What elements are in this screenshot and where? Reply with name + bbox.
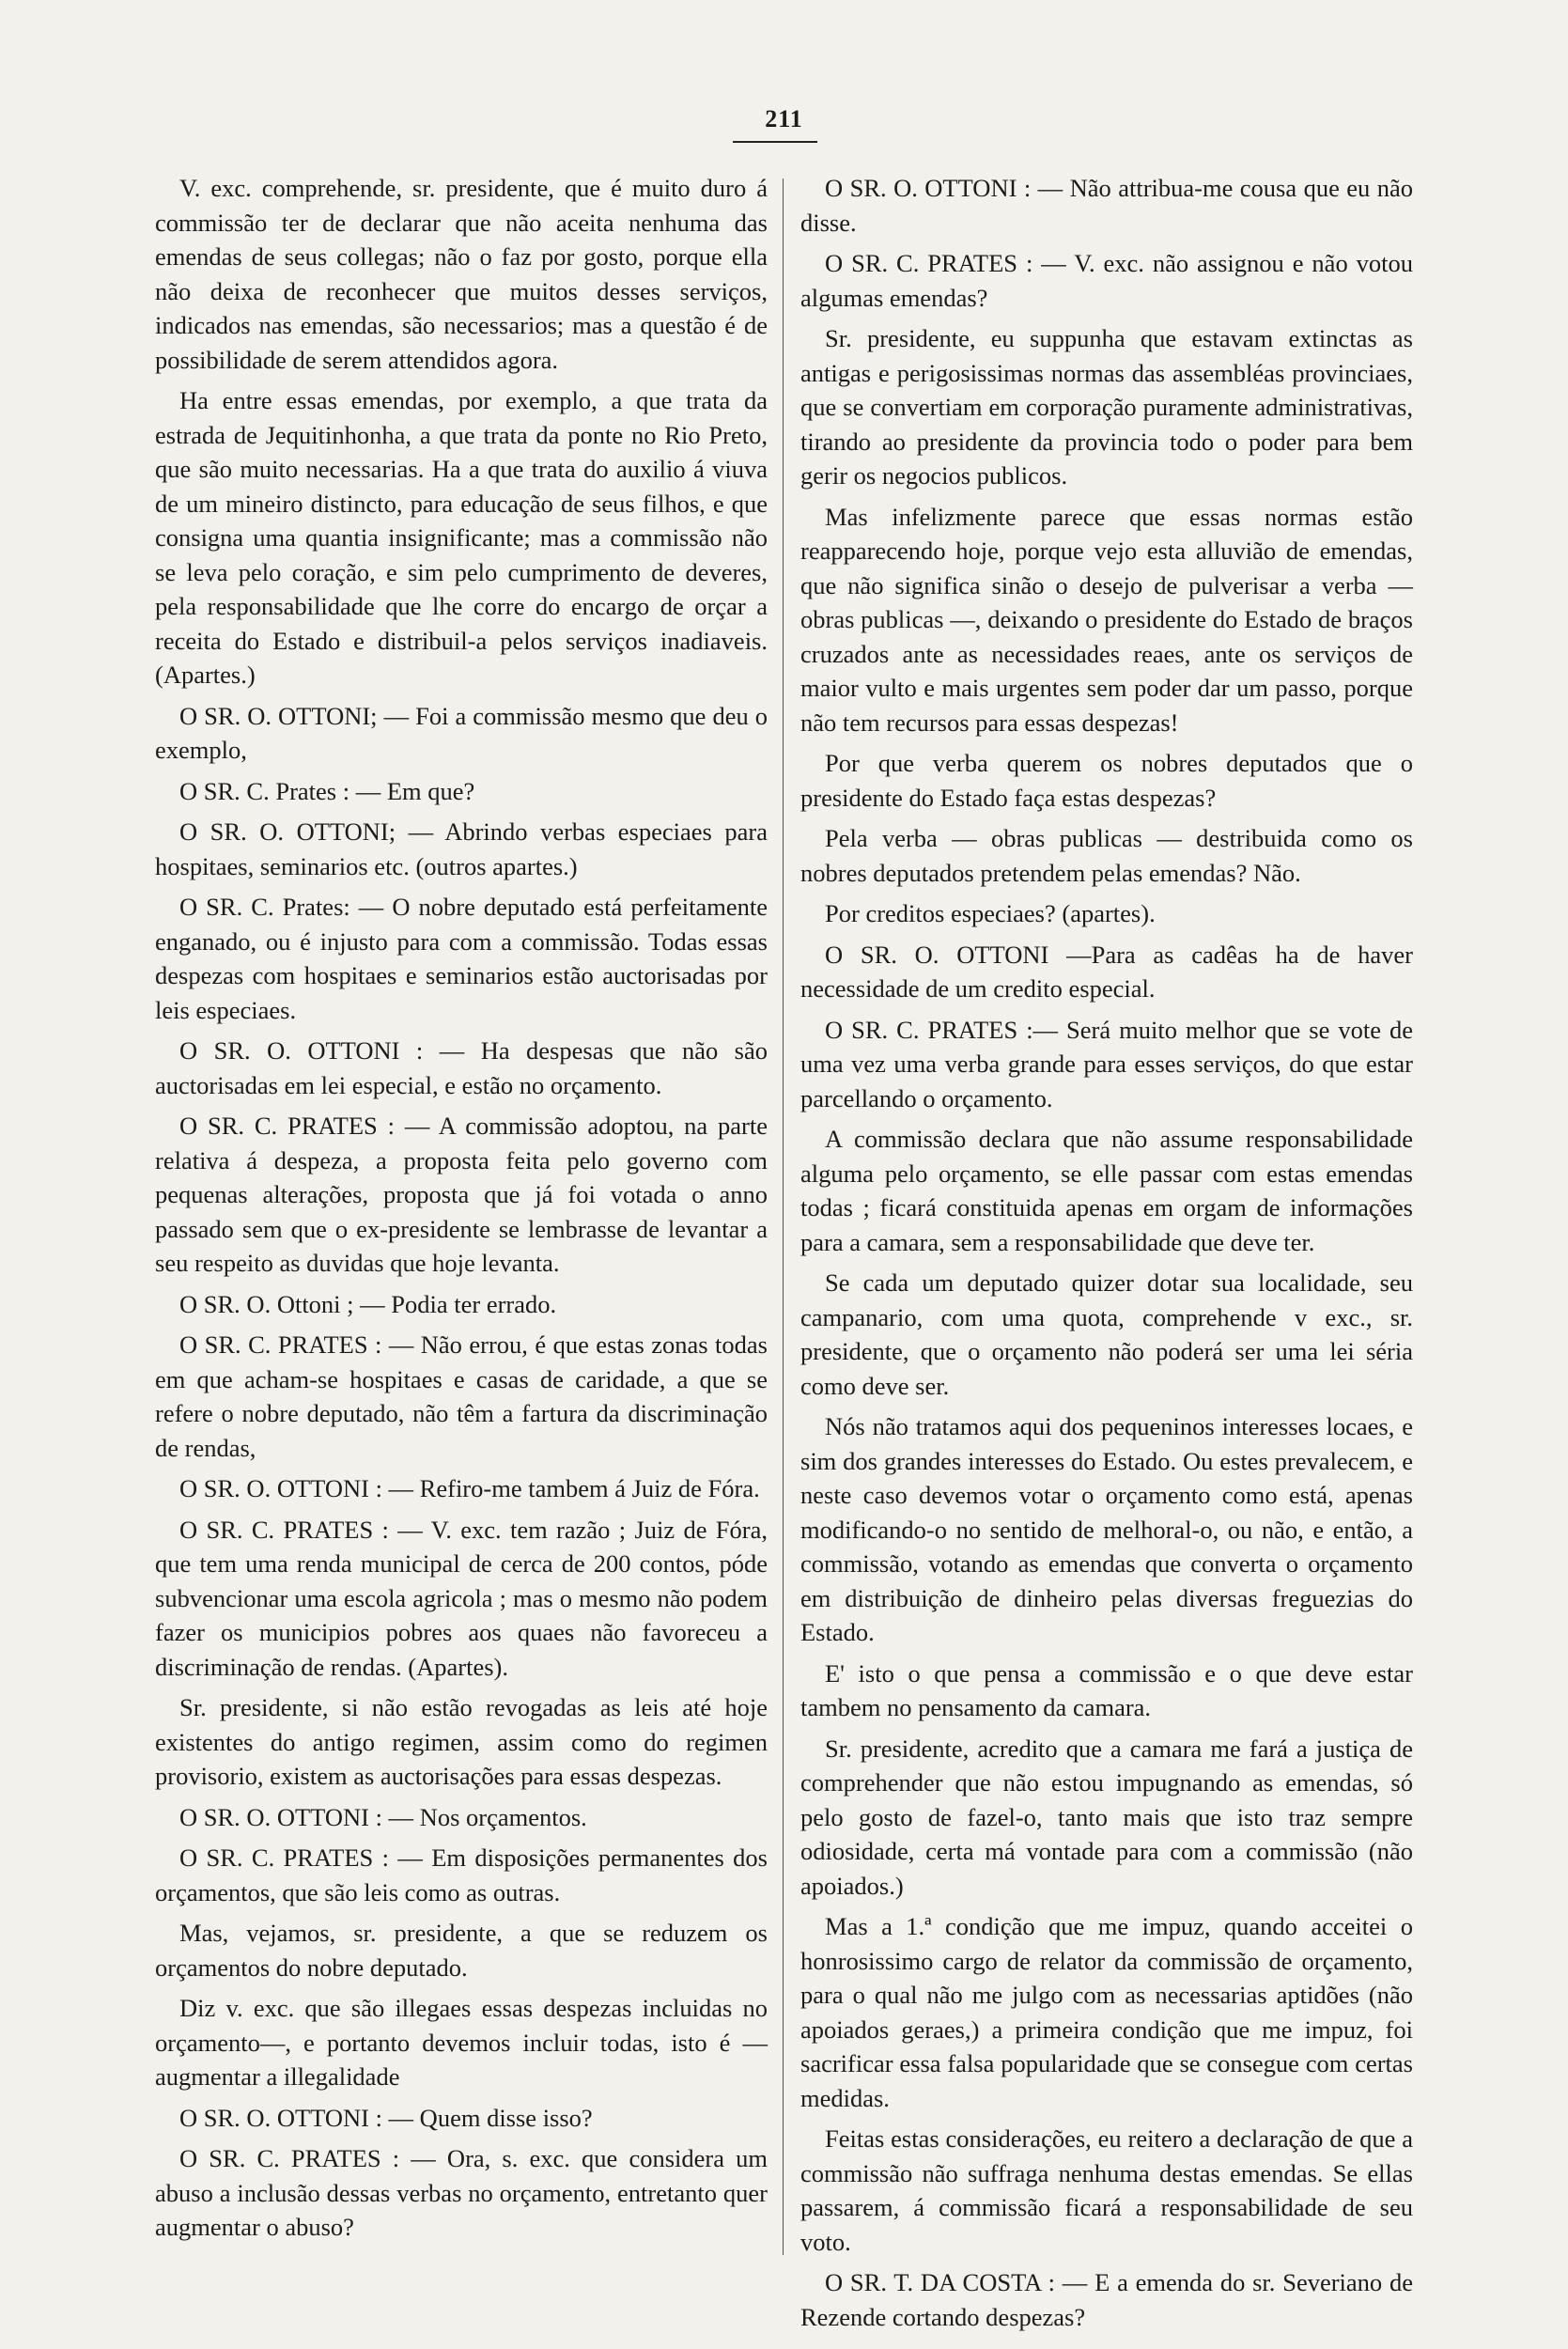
paragraph: O SR. O. OTTONI; — Abrindo verbas especiaes para hospitaes, seminarios etc. (outros apartes.): [155, 817, 768, 880]
paragraph: O SR. O. OTTONI : — Não attribua-me cousa que eu não disse.: [800, 174, 1413, 237]
paragraph: Se cada um deputado quizer dotar sua localidade, seu campanario, com uma quota, comprehende v exc., sr. presidente, que o orçamento não poderá ser uma lei séria como deve ser.: [800, 1268, 1413, 1400]
paragraph: O SR. O. OTTONI : — Refiro-me tambem á Juiz de Fóra.: [179, 1474, 760, 1502]
paragraph: O SR. O. OTTONI : — Nos orçamentos.: [179, 1802, 587, 1831]
paragraph: A commissão declara que não assume responsabilidade alguma pelo orçamento, se elle passar com estas emendas todas ; ficará constituida apenas em orgam de informações para a camara, sem a responsabilidade que deve ter.: [800, 1125, 1413, 1256]
paragraph: Mas infelizmente parece que essas normas estão reapparecendo hoje, porque vejo esta alluvião de emendas, que não significa sinão o desejo de pulverisar a verba — obras publicas —, deixando o presidente do Estado de braços cruzados ante as necessidades reaes, ante os serviços de maior vulto e mais urgentes sem poder dar um passo, porque não tem recursos para essas despezas!: [800, 502, 1413, 737]
header-rule: [733, 141, 817, 143]
right-column: [800, 171, 1413, 2331]
paragraph: Feitas estas considerações, eu reitero a declaração de que a commissão não suffraga nenhuma destas emendas. Se ellas passarem, á commissão ficará a responsabilidade de seu voto.: [800, 2124, 1413, 2256]
paragraph: Sr. presidente, eu suppunha que estavam extinctas as antigas e perigosissimas normas das assembléas provinciaes, que se convertiam em corporação puramente administrativas, tirando ao presidente da provincia todo o poder para bem gerir os negocios publicos.: [800, 324, 1413, 490]
paragraph: Mas a 1.ª condição que me impuz, quando acceitei o honrosissimo cargo de relator da commissão de orçamento, para o qual não me julgo com as necessarias aptidões (não apoiados geraes,) a primeira condição que me impuz, foi sacrificar essa falsa popularidade que se consegue com certas medidas.: [800, 1912, 1413, 2112]
paragraph: Mas, vejamos, sr. presidente, a que se reduzem os orçamentos do nobre deputado.: [155, 1919, 768, 1982]
paragraph: O SR. T. DA COSTA : — E a emenda do sr. Severiano de Rezende cortando despezas?: [800, 2268, 1413, 2331]
paragraph: V. exc. comprehende, sr. presidente, que é muito duro á commissão ter de declarar que não aceita nenhuma das emendas de seus collegas; não o faz por gosto, porque ella não deixa de reconhecer que muitos desses serviços, indicados nas emendas, são necessarios; mas a questão é de possibilidade de serem attendidos agora.: [155, 174, 768, 374]
paragraph: Ha entre essas emendas, por exemplo, a que trata da estrada de Jequitinhonha, a que trata da ponte no Rio Preto, que são muito necessarias. Ha a que trata do auxilio á viuva de um mineiro distincto, para educação de seus filhos, e que consigna uma quantia insignificante; mas a commissão não se leva pelo coração, e sim pelo cumprimento de deveres, pela responsabilidade que lhe corre do encargo de orçar a receita do Estado e distribuil-a pelos serviços inadiaveis. (Apartes.): [155, 386, 768, 689]
paragraph: Nós não tratamos aqui dos pequeninos interesses locaes, e sim dos grandes interesses do Estado. Ou estes prevalecem, e neste caso devemos votar o orçamento como está, apenas modificando-o no sentido de melhoral-o, ou não, e então, a commissão, votando as emendas que converta o orçamento em distribuição de dinheiro pelas diversas freguezias do Estado.: [800, 1412, 1413, 1646]
paragraph: Sr. presidente, acredito que a camara me fará a justiça de comprehender que não estou impugnando as emendas, só pelo gosto de fazel-o, tanto mais que isto traz sempre odiosidade, certa má vontade para com a commissão (não apoiados.): [800, 1734, 1413, 1900]
paragraph: O SR. C. PRATES :— Será muito melhor que se vote de uma vez uma verba grande para esses serviços, do que estar parcellando o orçamento.: [800, 1015, 1413, 1112]
paragraph: O SR. O. OTTONI : — Ha despesas que não são auctorisadas em lei especial, e estão no orçamento.: [155, 1036, 768, 1099]
paragraph: O SR. C. PRATES : — A commissão adoptou, na parte relativa á despeza, a proposta feita pelo governo com pequenas alterações, proposta que já foi votada o anno passado sem que o ex-presidente se lembrasse de levantar a seu respeito as duvidas que hoje levanta.: [155, 1112, 768, 1277]
paragraph: Sr. presidente, si não estão revogadas as leis até hoje existentes do antigo regimen, assim como do regimen provisorio, existem as auctorisações para essas despezas.: [155, 1693, 768, 1790]
paragraph: O SR. C. PRATES : — Ora, s. exc. que considera um abuso a inclusão dessas verbas no orçamento, entretanto quer augmentar o abuso?: [155, 2144, 768, 2241]
paragraph: O SR. O. OTTONI : — Quem disse isso?: [179, 2103, 593, 2132]
paragraph: O SR. C. Prates : — Em que?: [179, 776, 475, 805]
paragraph: O SR. O. OTTONI —Para as cadêas ha de haver necessidade de um credito especial.: [800, 940, 1413, 1003]
paragraph: O SR. O. OTTONI; — Foi a commissão mesmo que deu o exemplo,: [155, 701, 768, 764]
page-number: 211: [765, 105, 803, 132]
paragraph: Por creditos especiaes? (apartes).: [825, 899, 1156, 927]
paragraph: E' isto o que pensa a commissão e o que deve estar tambem no pensamento da camara.: [800, 1658, 1413, 1721]
left-column: [155, 171, 768, 2313]
paragraph: O SR. C. PRATES : — V. exc. tem razão ; Juiz de Fóra, que tem uma renda municipal de cerca de 200 contos, póde subvencionar uma escola agricola ; mas o mesmo não podem fazer os municipios pobres aos quaes não favoreceu a discriminação de rendas. (Apartes).: [155, 1515, 768, 1681]
paragraph: Pela verba — obras publicas — destribuida como os nobres deputados pretendem pelas emendas? Não.: [800, 824, 1413, 887]
column-divider: [783, 179, 784, 2255]
paragraph: O SR. O. Ottoni ; — Podia ter errado.: [179, 1289, 557, 1318]
paragraph: O SR. C. PRATES : — V. exc. não assignou e não votou algumas emendas?: [800, 249, 1413, 312]
paragraph: Por que verba querem os nobres deputados que o presidente do Estado faça estas despezas?: [800, 749, 1413, 812]
paragraph: O SR. C. Prates: — O nobre deputado está perfeitamente enganado, ou é injusto para com a commissão. Todas essas despezas com hospitaes e seminarios estão auctorisadas por leis especiaes.: [155, 893, 768, 1024]
paragraph: O SR. C. PRATES : — Não errou, é que estas zonas todas em que acham-se hospitaes e casas de caridade, a que se refere o nobre deputado, não têm a fartura da discriminação de rendas,: [155, 1330, 768, 1462]
paragraph: Diz v. exc. que são illegaes essas despezas incluidas no orçamento—, e portanto devemos incluir todas, isto é — augmentar a illegalidade: [155, 1994, 768, 2091]
paragraph: O SR. C. PRATES : — Em disposições permanentes dos orçamentos, que são leis como as outras.: [155, 1843, 768, 1906]
